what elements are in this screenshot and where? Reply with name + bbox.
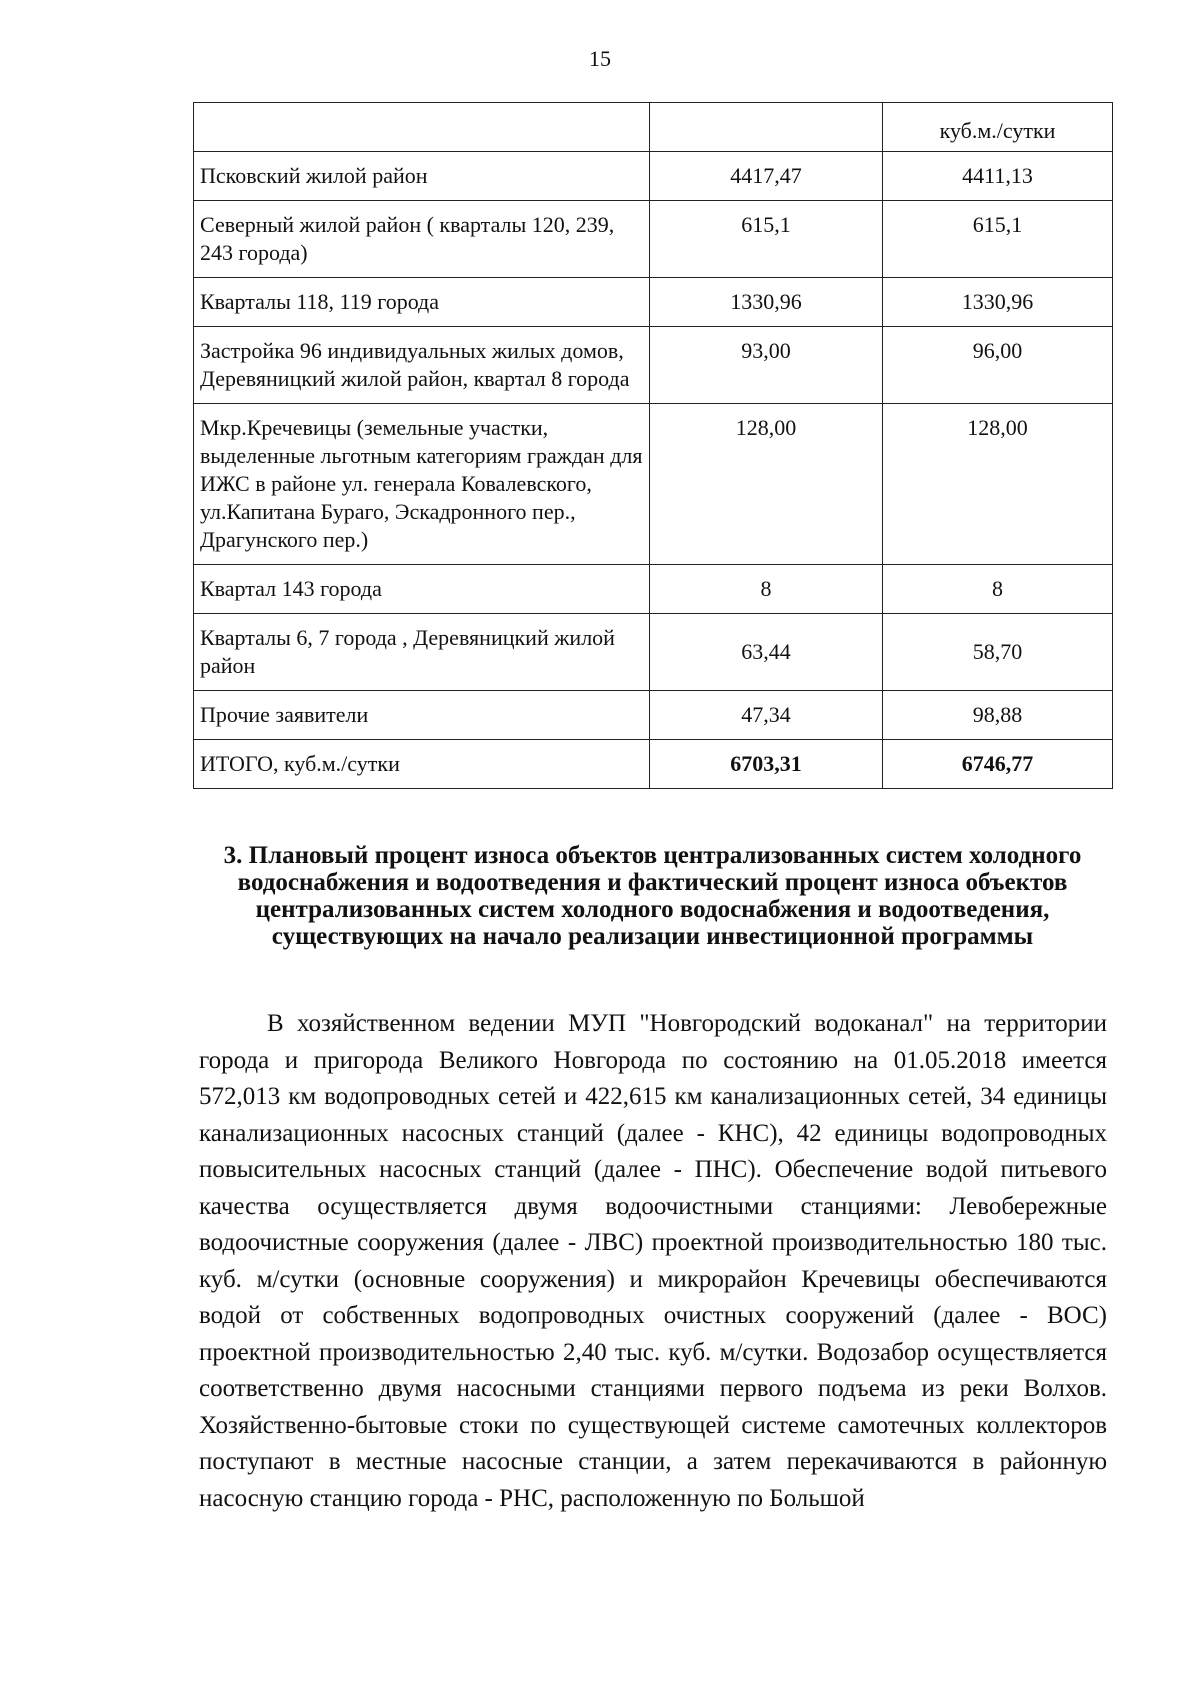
row-name: Квартал 143 города <box>194 565 650 614</box>
row-value-2: 4411,13 <box>883 152 1113 201</box>
table-row <box>194 278 1113 327</box>
total-value-2: 6746,77 <box>883 740 1113 789</box>
table-row <box>194 691 1113 740</box>
row-value-2: 1330,96 <box>883 278 1113 327</box>
row-name: Кварталы 118, 119 города <box>194 278 650 327</box>
page-number: 15 <box>589 46 611 71</box>
row-value-1: 1330,96 <box>650 278 883 327</box>
table-row <box>194 565 1113 614</box>
section-heading: 3. Плановый процент износа объектов централизованных систем холодного водоснабжения и водоотведения и фактический процент износа объектов централизованных систем холодного водоснабжения и водоотведения, существующих на начало реализации инвестиционной программы <box>223 842 1082 950</box>
table-row <box>194 614 1113 691</box>
header-cell-unit: куб.м./сутки <box>883 103 1113 152</box>
row-name: Кварталы 6, 7 города , Деревяницкий жилой район <box>194 614 650 691</box>
body-paragraph: В хозяйственном ведении МУП "Новгородский водоканал" на территории города и пригорода Великого Новгорода по состоянию на 01.05.2018 имеется 572,013 км водопроводных сетей и 422,615 км канализационных сетей, 34 единицы канализационных насосных станций (далее - КНС), 42 единицы водопроводных повысительных насосных станций (далее - ПНС). Обеспечение водой питьевого качества осуществляется двумя водоочистными станциями: Левобережные водоочистные сооружения (далее - ЛВС) проектной производительностью 180 тыс. куб. м/сутки (основные сооружения) и микрорайон Кречевицы обеспечиваются водой от собственных водопроводных очистных сооружений (далее - ВОС) проектной производительностью 2,40 тыс. куб. м/сутки. Водозабор осуществляется соответственно двумя насосными станциями первого подъема из реки Волхов. Хозяйственно-бытовые стоки по существующей системе самотечных коллекторов поступают в местные насосные станции, а затем перекачиваются в районную насосную станцию города - РНС, расположенную по Большой <box>199 1010 1107 1512</box>
table-row <box>194 404 1113 565</box>
table-row <box>194 152 1113 201</box>
row-value-1: 8 <box>650 565 883 614</box>
header-cell-name <box>194 103 650 152</box>
row-name: Прочие заявители <box>194 691 650 740</box>
table-row <box>194 201 1113 278</box>
row-value-2: 8 <box>883 565 1113 614</box>
row-value-1: 615,1 <box>650 201 883 278</box>
row-value-1: 63,44 <box>650 614 883 691</box>
table-total-row <box>194 740 1113 789</box>
total-label: ИТОГО, куб.м./сутки <box>194 740 650 789</box>
row-name: Псковский жилой район <box>194 152 650 201</box>
row-name: Застройка 96 индивидуальных жилых домов, Деревяницкий жилой район, квартал 8 города <box>194 327 650 404</box>
table-row <box>194 327 1113 404</box>
row-value-2: 96,00 <box>883 327 1113 404</box>
consumption-table <box>193 102 1113 789</box>
row-name: Северный жилой район ( кварталы 120, 239, 243 города) <box>194 201 650 278</box>
row-value-2: 98,88 <box>883 691 1113 740</box>
row-value-2: 128,00 <box>883 404 1113 565</box>
row-value-1: 128,00 <box>650 404 883 565</box>
row-value-2: 58,70 <box>883 614 1113 691</box>
header-cell-value1 <box>650 103 883 152</box>
row-value-2: 615,1 <box>883 201 1113 278</box>
row-value-1: 4417,47 <box>650 152 883 201</box>
row-value-1: 93,00 <box>650 327 883 404</box>
row-value-1: 47,34 <box>650 691 883 740</box>
row-name: Мкр.Кречевицы (земельные участки, выделенные льготным категориям граждан для ИЖС в районе ул. генерала Ковалевского, ул.Капитана Бураго, Эскадронного пер., Драгунского пер.) <box>194 404 650 565</box>
table-header-row <box>194 103 1113 152</box>
total-value-1: 6703,31 <box>650 740 883 789</box>
